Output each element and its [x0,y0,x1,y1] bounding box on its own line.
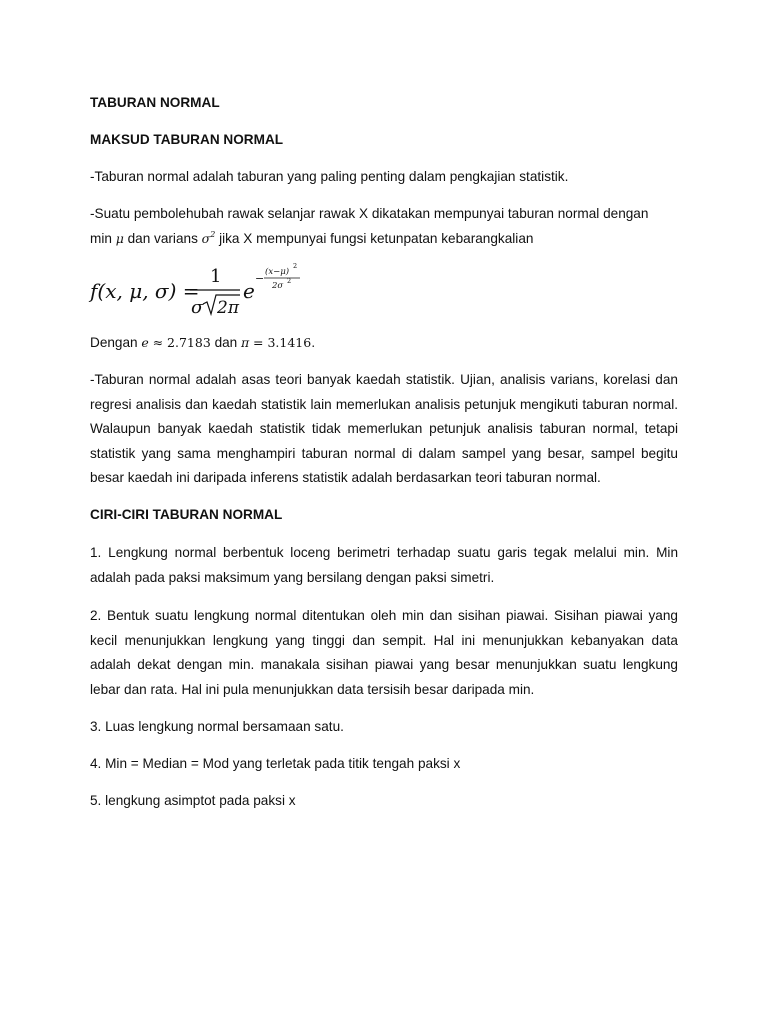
sigma-letter: σ [201,230,211,246]
paragraph-definition: -Taburan normal adalah taburan yang paling penting dalam pengkajian statistik. [90,169,569,184]
document-title: TABURAN NORMAL [90,95,220,110]
normal-pdf-formula [90,260,350,320]
dan-varians-text: dan varians [127,230,198,246]
sigma-exponent: 2 [210,229,216,239]
formula-exp-denominator: 2σ [272,281,284,291]
formula-exp-numerator-power: 2 [293,262,298,270]
dengan-word: Dengan [90,335,138,350]
e-approx-value: ≈ 2.7183 [152,335,211,350]
formula-exp-minus: − [255,272,265,285]
document-page [90,0,678,1024]
formula-den-sigma: σ [191,297,204,318]
paragraph-theory-basis: -Taburan normal adalah asas teori banyak kaedah statistik. Ujian, analisis varians, korelasi dan regresi analisis dan kaedah statistik lain memerlukan analisis petunjuk mengikuti taburan normal. Walaupun banyak kaedah statistik tidak memerlukan petunjuk analisis taburan normal, tetapi statistik yang sama menghampiri taburan normal di dalam sampel yang besar, sampel begitu besar kaedah ini daripada inferens statistik adalah berdasarkan teori taburan normal. [90,372,678,486]
pdf-text: jika X mempunyai fungsi ketunpatan kebarangkalian [219,230,534,246]
section-heading-ciri: CIRI-CIRI TABURAN NORMAL [90,507,283,522]
formula-den-sqrt: 2π [217,298,239,318]
paragraph-random-variable-line1: -Suatu pembolehubah rawak selanjar rawak X dikatakan mempunyai taburan normal dengan [90,206,649,221]
pi-symbol: π [241,335,250,350]
list-item-3: 3. Luas lengkung normal bersamaan satu. [90,719,344,734]
min-word: min [90,230,112,246]
paragraph-constants [90,331,678,356]
list-item-1: 1. Lengkung normal berbentuk loceng berimetri terhadap suatu garis tegak melalui min. Min adalah pada paksi maksimum yang bersilang dengan paksi simetri. [90,545,678,585]
list-item-2: 2. Bentuk suatu lengkung normal ditentukan oleh min dan sisihan piawai. Sisihan piawai yang kecil menunjukkan lengkung yang tinggi dan sempit. Hal ini menunjukkan kebanyakan data adalah dekat dengan min. manakala sisihan piawai yang besar menunjukkan suatu lengkung lebar dan rata. Hal ini pula menunjukkan data tersisih besar daripada min. [90,608,678,697]
paragraph-random-variable-line2 [90,227,678,252]
formula-svg [90,260,350,320]
pi-value: = 3.1416. [253,335,316,350]
sigma-symbol [202,231,216,246]
list-item-5: 5. lengkung asimptot pada paksi x [90,793,296,808]
e-symbol: e [141,335,149,350]
formula-exp-numerator: (x−μ) [265,267,290,277]
dan-word: dan [214,335,238,350]
paragraph-random-variable [90,202,678,251]
formula-base-e: e [243,279,255,303]
mu-symbol: μ [115,230,124,246]
list-item-4: 4. Min = Median = Mod yang terletak pada titik tengah paksi x [90,756,461,771]
formula-numerator: 1 [210,266,222,287]
formula-exp-denominator-power: 2 [287,277,292,285]
section-heading-maksud: MAKSUD TABURAN NORMAL [90,132,284,147]
formula-lhs: f(x, μ, σ) = [90,279,200,303]
